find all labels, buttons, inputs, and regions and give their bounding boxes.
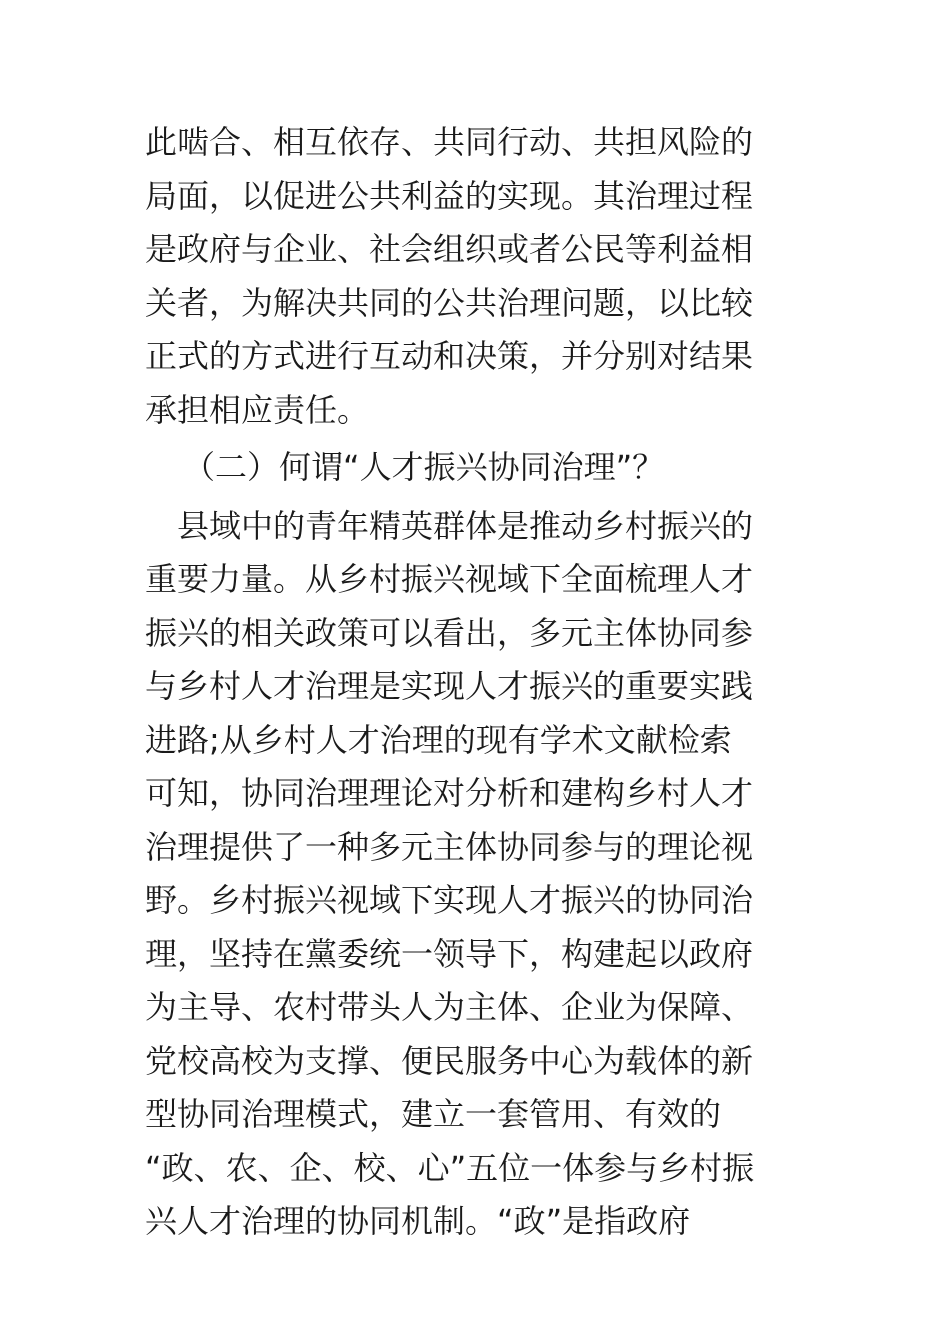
text-line: 兴人才治理的协同机制。“政”是指政府: [145, 1202, 691, 1240]
text-line: 此啮合、相互依存、共同行动、共担风险的: [145, 123, 754, 161]
text-line: 是政府与企业、社会组织或者公民等利益相: [145, 230, 754, 268]
text-line: 局面，以促进公共利益的实现。其治理过程: [145, 176, 754, 215]
text-line: 型协同治理模式，建立一套管用、有效的: [145, 1095, 722, 1133]
text-line: 关者，为解决共同的公共治理问题，以比较: [145, 283, 754, 322]
text-line: 承担相应责任。: [145, 390, 370, 429]
text-line: 党校高校为支撑、便民服务中心为载体的新: [145, 1041, 754, 1080]
text-line: 为主导、农村带头人为主体、企业为保障、: [145, 988, 754, 1026]
text-line: 理，坚持在黨委统一领导下，构建起以政府: [145, 934, 754, 973]
text-line: 重要力量。从乡村振兴视域下全面梳理人才: [145, 560, 754, 598]
text-line: 可知，协同治理理论对分析和建构乡村人才: [145, 774, 754, 812]
text-line: 振兴的相关政策可以看出，多元主体协同参: [145, 613, 754, 652]
text-line: 野。乡村振兴视域下实现人才振兴的协同治: [145, 881, 754, 919]
text-line: 与乡村人才治理是实现人才振兴的重要实践: [145, 667, 754, 705]
text-line: 县域中的青年精英群体是推动乡村振兴的: [177, 506, 754, 545]
paragraph-continuation: [145, 116, 815, 437]
text-line: 进路;从乡村人才治理的现有学术文献检索: [145, 720, 732, 759]
text-line: 治理提供了一种多元主体协同参与的理论视: [145, 827, 754, 866]
document-page: [145, 116, 815, 1249]
text-line: 正式的方式进行互动和决策，并分别对结果: [145, 337, 754, 375]
section-heading: [145, 441, 815, 495]
paragraph-body: [145, 500, 815, 1249]
text-line: “政、农、企、校、心”五位一体参与乡村振: [145, 1148, 755, 1187]
section-heading-text: （二）何谓“人才振兴协同治理”？: [183, 448, 665, 486]
